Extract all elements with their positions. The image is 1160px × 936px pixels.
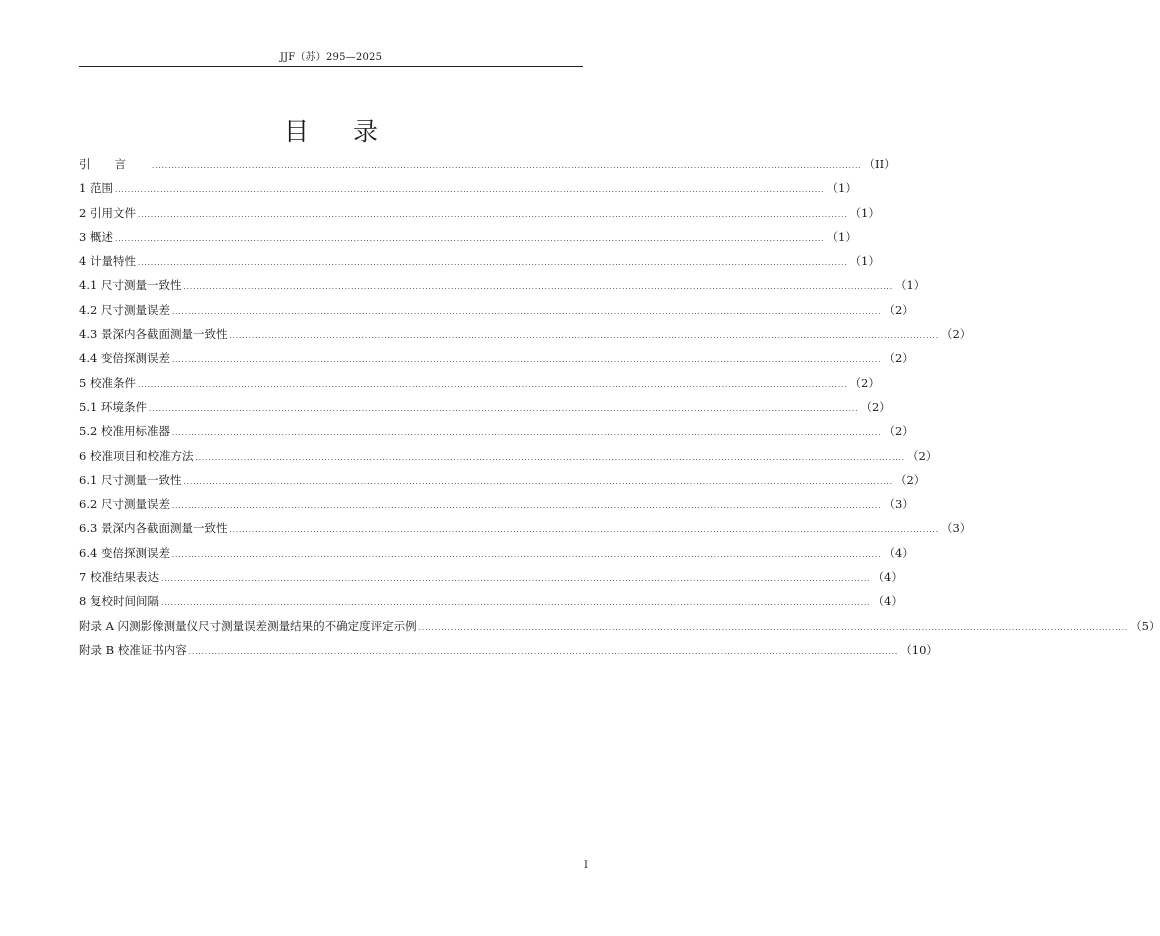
- toc-entry-page: （1）: [849, 205, 880, 220]
- dot-leader: ............................................................................................................................................................................................................................: [137, 210, 848, 219]
- toc-entry[interactable]: [79, 472, 926, 496]
- dot-leader: ............................................................................................................................................................................................................................: [188, 647, 899, 656]
- toc-entry[interactable]: [79, 448, 938, 472]
- toc-entry-label: 3 概述: [79, 229, 113, 244]
- toc-entry-label: 5 校准条件: [79, 375, 136, 390]
- toc-entry-label: 2 引用文件: [79, 205, 136, 220]
- toc-entry-label: 6.3 景深内各截面测量一致性: [79, 521, 228, 536]
- toc-entry[interactable]: [79, 545, 914, 569]
- toc-entry[interactable]: [79, 569, 903, 593]
- dot-leader: ............................................................................................................................................................................................................................: [152, 162, 862, 170]
- dot-leader: ............................................................................................................................................................................................................................: [195, 453, 906, 462]
- dot-leader: ............................................................................................................................................................................................................................: [160, 599, 871, 608]
- toc-entry-label: 6.4 变倍探测误差: [79, 545, 170, 560]
- dot-leader: ............................................................................................................................................................................................................................: [183, 283, 893, 292]
- toc-entry[interactable]: [79, 642, 938, 666]
- toc-entry-page: （2）: [894, 472, 926, 487]
- dot-leader: ............................................................................................................................................................................................................................: [148, 404, 859, 413]
- dot-leader: ............................................................................................................................................................................................................................: [171, 429, 882, 438]
- toc-entry-label: 4 计量特性: [79, 254, 136, 269]
- toc-entry-page: （2）: [883, 302, 914, 317]
- toc-entry-page: （3）: [883, 497, 914, 512]
- dot-leader: ............................................................................................................................................................................................................................: [137, 259, 848, 268]
- toc-entry-page: （1）: [826, 229, 857, 244]
- toc-entry-page: （2）: [883, 351, 914, 366]
- toc-entry-page: （10）: [900, 642, 938, 657]
- toc-entry-page: （2）: [883, 424, 914, 439]
- toc-entry-label: 6.1 尺寸测量一致性: [79, 472, 182, 487]
- toc-entry[interactable]: [79, 277, 926, 301]
- toc-entry-page: （2）: [940, 327, 972, 342]
- running-header: JJF（苏）295—2025: [279, 52, 383, 63]
- dot-leader: ............................................................................................................................................................................................................................: [171, 307, 882, 316]
- toc-entry[interactable]: [79, 302, 914, 326]
- toc-entry-page: （1）: [894, 278, 926, 293]
- toc-entry-label: 6.2 尺寸测量误差: [79, 497, 170, 512]
- toc-entry[interactable]: [79, 350, 914, 374]
- dot-leader: ............................................................................................................................................................................................................................: [114, 234, 825, 243]
- toc-entry[interactable]: [79, 205, 880, 229]
- toc-entry-page: （4）: [872, 570, 903, 585]
- toc-entry[interactable]: [79, 496, 914, 520]
- toc-entry-page: （2）: [849, 375, 880, 390]
- toc-entry[interactable]: [79, 326, 972, 350]
- page-number: I: [584, 860, 588, 871]
- dot-leader: ............................................................................................................................................................................................................................: [171, 550, 882, 559]
- dot-leader: ............................................................................................................................................................................................................................: [418, 623, 1129, 632]
- page-title: 目录: [283, 117, 422, 146]
- dot-leader: ............................................................................................................................................................................................................................: [183, 477, 893, 486]
- toc-entry[interactable]: [79, 593, 903, 617]
- toc-entry[interactable]: [79, 156, 896, 180]
- toc-entry-page: （2）: [907, 448, 938, 463]
- toc-entry[interactable]: [79, 229, 857, 253]
- toc-entry-label: 附录 A 闪测影像测量仪尺寸测量误差测量结果的不确定度评定示例: [79, 618, 417, 633]
- toc-entry[interactable]: [79, 180, 857, 204]
- dot-leader: ............................................................................................................................................................................................................................: [171, 502, 882, 511]
- toc-entry[interactable]: [79, 253, 880, 277]
- dot-leader: ............................................................................................................................................................................................................................: [160, 575, 871, 584]
- dot-leader: ............................................................................................................................................................................................................................: [114, 186, 825, 195]
- toc-entry-page: （2）: [860, 399, 891, 414]
- toc-entry-label: 4.1 尺寸测量一致性: [79, 278, 182, 293]
- toc-entry-label: 8 复校时间间隔: [79, 594, 159, 609]
- toc-entry[interactable]: [79, 399, 891, 423]
- toc-entry-page: （4）: [872, 594, 903, 609]
- toc-entry-label: 1 范围: [79, 181, 113, 196]
- toc-entry-page: （3）: [940, 521, 972, 536]
- dot-leader: ............................................................................................................................................................................................................................: [171, 356, 882, 365]
- toc-entry-label: 4.2 尺寸测量误差: [79, 302, 170, 317]
- dot-leader: ............................................................................................................................................................................................................................: [137, 380, 848, 389]
- toc-entry[interactable]: [79, 423, 914, 447]
- toc-entry-label: 引言: [79, 157, 150, 171]
- toc-entry-label: 7 校准结果表达: [79, 570, 159, 585]
- toc-entry[interactable]: [79, 618, 1160, 642]
- dot-leader: ............................................................................................................................................................................................................................: [229, 526, 939, 535]
- toc-entry-label: 5.2 校准用标准器: [79, 424, 170, 439]
- dot-leader: ............................................................................................................................................................................................................................: [229, 332, 939, 341]
- header-rule: [79, 66, 583, 67]
- table-of-contents: [79, 156, 1160, 666]
- toc-entry-label: 附录 B 校准证书内容: [79, 642, 187, 657]
- toc-entry-page: （II）: [863, 157, 896, 171]
- toc-entry-page: （4）: [883, 545, 914, 560]
- toc-entry-page: （1）: [849, 254, 880, 269]
- toc-entry-label: 5.1 环境条件: [79, 399, 147, 414]
- toc-entry-label: 6 校准项目和校准方法: [79, 448, 194, 463]
- toc-entry-label: 4.4 变倍探测误差: [79, 351, 170, 366]
- toc-entry-page: （5）: [1130, 618, 1160, 633]
- toc-entry-label: 4.3 景深内各截面测量一致性: [79, 327, 228, 342]
- toc-entry[interactable]: [79, 520, 972, 544]
- toc-entry[interactable]: [79, 375, 880, 399]
- toc-entry-page: （1）: [826, 181, 857, 196]
